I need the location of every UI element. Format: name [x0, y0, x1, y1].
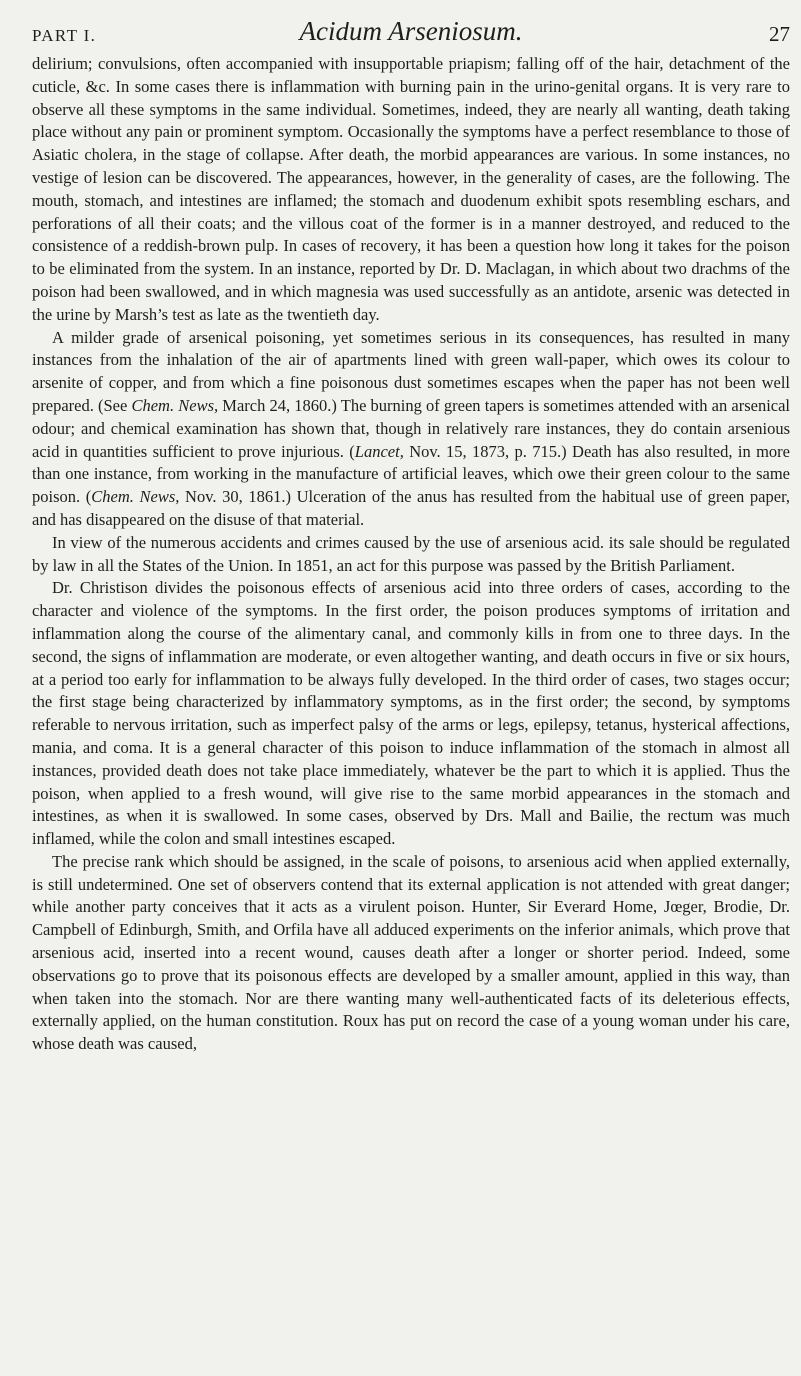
text-run: A milder grade of arsenical poisoning, yet sometimes serious in its consequences, has resulted in many instances from the inhalation of the air of apartments lined with green wall-paper, which owes its colour to arsenite of copper, and from which a fine poisonous dust sometimes escapes when the paper has not been well prepared. (See: [32, 327, 790, 415]
citation-title: Lancet,: [354, 441, 404, 461]
paragraph: [32, 327, 790, 532]
book-page: [32, 22, 790, 1362]
page-title: Acidum Arseniosum.: [299, 22, 523, 46]
paragraph: [32, 851, 790, 1056]
text-run: Nov. 15, 1873, p. 715.) Death has also resulted, in more than one instance, from working in the manufacture of artificial leaves, which owe their green colour to the same poison. (: [32, 441, 790, 507]
text-run: delirium; convulsions, often accompanied with insupportable priapism; falling off of the hair, detachment of the cuticle, &c. In some cases there is inflammation with burning pain in the urino-genital organs. It is very rare to observe all these symptoms in the same individual. Sometimes, indeed, they are nearly all wanting, death taking place without any pain or prominent symptom. Occasionally the symptoms have a perfect resemblance to those of Asiatic cholera, in the stage of collapse. After death, the morbid appearances are various. In some instances, no vestige of lesion can be discovered. The appearances, however, in the generality of cases, are the following. The mouth, stomach, and intestines are inflamed; the stomach and duodenum exhibit spots resembling eschars, and perforations of all their coats; and the villous coat of the former is in a manner destroyed, and reduced to the consistence of a reddish-brown pulp. In cases of recovery, it has been a question how long it takes for the poison to be eliminated from the system. In an instance, reported by Dr. D. Maclagan, in which about two drachms of the poison had been swallowed, and in which magnesia was used successfully as an antidote, arsenic was detected in the urine by Marsh’s test as late as the twentieth day.: [32, 54, 790, 324]
paragraph: [32, 53, 790, 327]
part-label: PART I.: [32, 26, 97, 45]
body-text: [32, 53, 790, 1056]
text-run: The precise rank which should be assigned, in the scale of poisons, to arsenious acid when applied externally, is still undetermined. One set of observers contend that its external application is not attended with great danger; while another party conceives that it acts as a virulent poison. Hunter, Sir Everard Home, Jœger, Brodie, Dr. Campbell of Edinburgh, Smith, and Orfila have all adduced experiments on the inferior animals, which prove that arsenious acid, inserted into a recent wound, causes death after a longer or shorter period. Indeed, some observations go to prove that its poisonous effects are developed by a smaller amount, applied in this way, than when taken into the stomach. Nor are there wanting many well-authenticated facts of its deleterious effects, externally applied, on the human constitution. Roux has put on record the case of a young woman under his care, whose death was caused,: [32, 851, 790, 1054]
paragraph: [32, 577, 790, 851]
text-run: Dr. Christison divides the poisonous effects of arsenious acid into three orders of cases, according to the character and violence of the symptoms. In the first order, the poison produces symptoms of irritation and inflammation along the course of the alimentary canal, and commonly kills in from one to three days. In the second, the signs of inflammation are moderate, or even altogether wanting, and death occurs in five or six hours, at a period too early for inflammation to be always fully developed. In the third order of cases, two stages occur; the first stage being characterized by inflammatory symptoms, as in the first order; the second, by symptoms referable to nervous irritation, such as imperfect palsy of the arms or legs, epilepsy, tetanus, hysterical affections, mania, and coma. It is a general character of this poison to induce inflammation of the stomach in almost all instances, provided death does not take place immediately, whatever be the part to which it is applied. Thus the poison, when applied to a fresh wound, will give rise to the same morbid appearances in the stomach and intestines, as when it is swallowed. In some cases, observed by Drs. Mall and Bailie, the rectum was much inflamed, while the colon and small intestines escaped.: [32, 578, 790, 849]
citation-title: Chem. News,: [131, 395, 219, 415]
paragraph: [32, 532, 790, 578]
running-header: [32, 22, 790, 50]
text-run: March 24, 1860.) The burning of green tapers is sometimes attended with an arsenical odour; and chemical examination has shown that, though in relatively rare instances, they do contain arsenious acid in quantities sufficient to prove injurious. (: [32, 395, 790, 461]
citation-title: Chem. News,: [91, 487, 180, 507]
text-run: Nov. 30, 1861.) Ulceration of the anus has resulted from the habitual use of green paper, and has disappeared on the disuse of that material.: [32, 487, 790, 529]
text-run: In view of the numerous accidents and crimes caused by the use of arsenious acid. its sale should be regulated by law in all the States of the Union. In 1851, an act for this purpose was passed by the British Parliament.: [32, 532, 790, 575]
page-number: 27: [769, 22, 790, 46]
